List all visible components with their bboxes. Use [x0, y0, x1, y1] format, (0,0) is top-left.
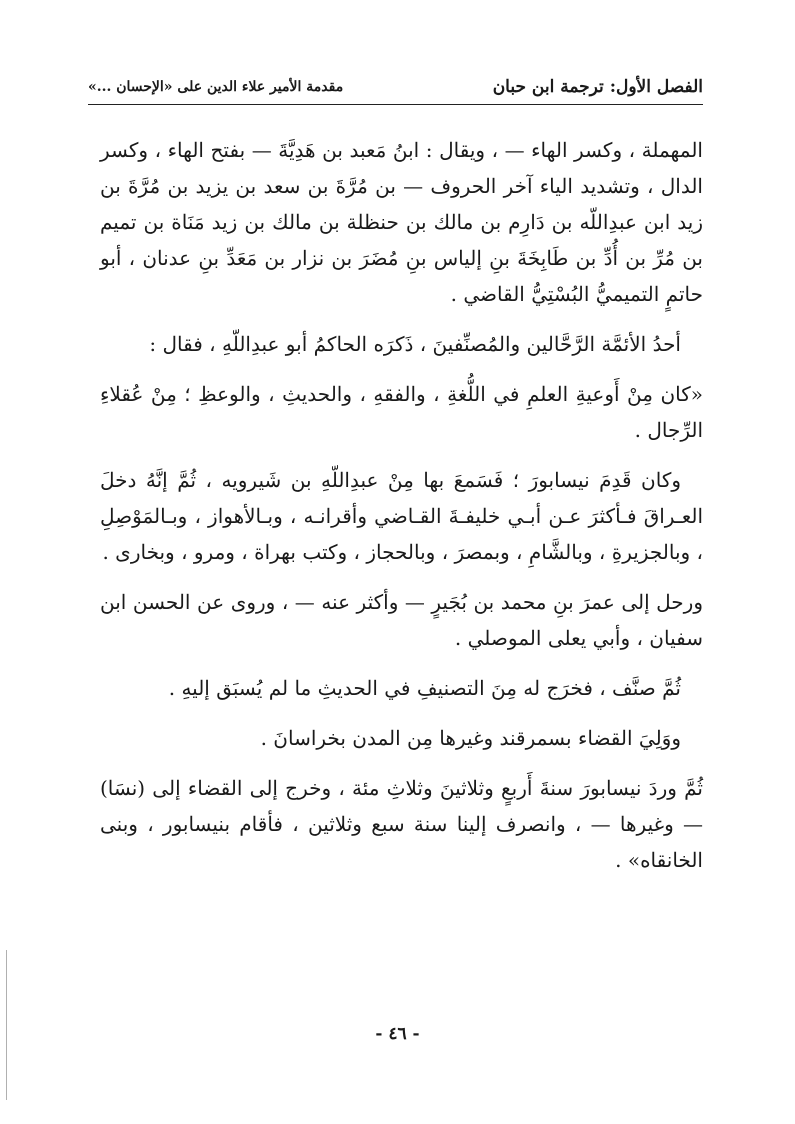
- scan-edge-mark: [6, 950, 7, 1100]
- section-title: مقدمة الأمير علاء الدين على «الإحسان ...»: [88, 79, 344, 95]
- paragraph-travels: وكان قَدِمَ نيسابورَ ؛ فَسَمعَ بها مِنْ عبدِاللّهِ بن شَيرويه ، ثُمَّ إنَّهُ دخلَ العـراقَ فـأكثرَ عـن أبـي خليفـةَ القـاضي وأقرانـه ، وبـالأهواز ، وبـالمَوْصِلِ ، وبالجزيرةِ ، وبالشَّامِ ، وبمصرَ ، وبالحجاز ، وكتب بهراة ، ومرو ، وبخارى .: [100, 468, 703, 564]
- paragraph-authorship: ثُمَّ صنَّف ، فخرَج له مِنَ التصنيفِ في الحديثِ ما لم يُسبَق إليهِ .: [168, 676, 681, 700]
- paragraph-return: ثُمَّ وردَ نيسابورَ سنةَ أَربعٍ وثلاثينَ وثلاثِ مئة ، وخرج إلى القضاء إلى (نسَا) — وغيرها — ، وانصرف إلينا سنة سبع وثلاثين ، فأقام بنيسابور ، وبنى الخانقاه» .: [100, 776, 703, 872]
- page-number: - ٤٦ -: [375, 1024, 420, 1044]
- chapter-title: الفصل الأول: ترجمة ابن حبان: [492, 77, 703, 97]
- paragraph-hakim-intro: أحدُ الأئمَّة الرَّحَّالين والمُصنِّفينَ ، ذَكرَه الحاكمُ أبو عبدِاللّهِ ، فقال :: [149, 332, 681, 356]
- paragraph-quote-start: «كان مِنْ أَوعيةِ العلمِ في اللُّغةِ ، والفقهِ ، والحديثِ ، والوعظِ ؛ مِنْ عُقلاءِ الرِّجال .: [100, 382, 703, 442]
- paragraph-teachers: ورحل إلى عمرَ بنِ محمد بن بُجَيرٍ — وأكثر عنه — ، وروى عن الحسن ابن سفيان ، وأبي يعلى الموصلي .: [100, 590, 703, 650]
- running-header: [88, 72, 703, 102]
- paragraph-judgeship: ووَلِيَ القضاء بسمرقند وغيرها مِن المدن بخراسانَ .: [260, 726, 681, 750]
- paragraph-lineage: المهملة ، وكسر الهاء — ، ويقال : ابنُ مَعبد بن هَدِيَّةَ — بفتح الهاء ، وكسر الدال ، وتشديد الياء آخر الحروف — بن مُرَّةَ بن سعد بن يزيد بن مُرَّةَ بن زيد ابن عبدِاللّه بن دَارِم بن مالك بن حنظلة بن مالك بن زيد مَنَاة بن تميم بن مُرِّ بن أُدِّ بن طَابِخَةَ بنِ إلياس بنِ مُضَرَ بن نزار بن مَعَدِّ بنِ عدنان ، أبو حاتمٍ التميميُّ البُسْتِيُّ القاضي .: [100, 138, 703, 306]
- header-rule: [88, 104, 703, 105]
- main-text: [100, 132, 703, 892]
